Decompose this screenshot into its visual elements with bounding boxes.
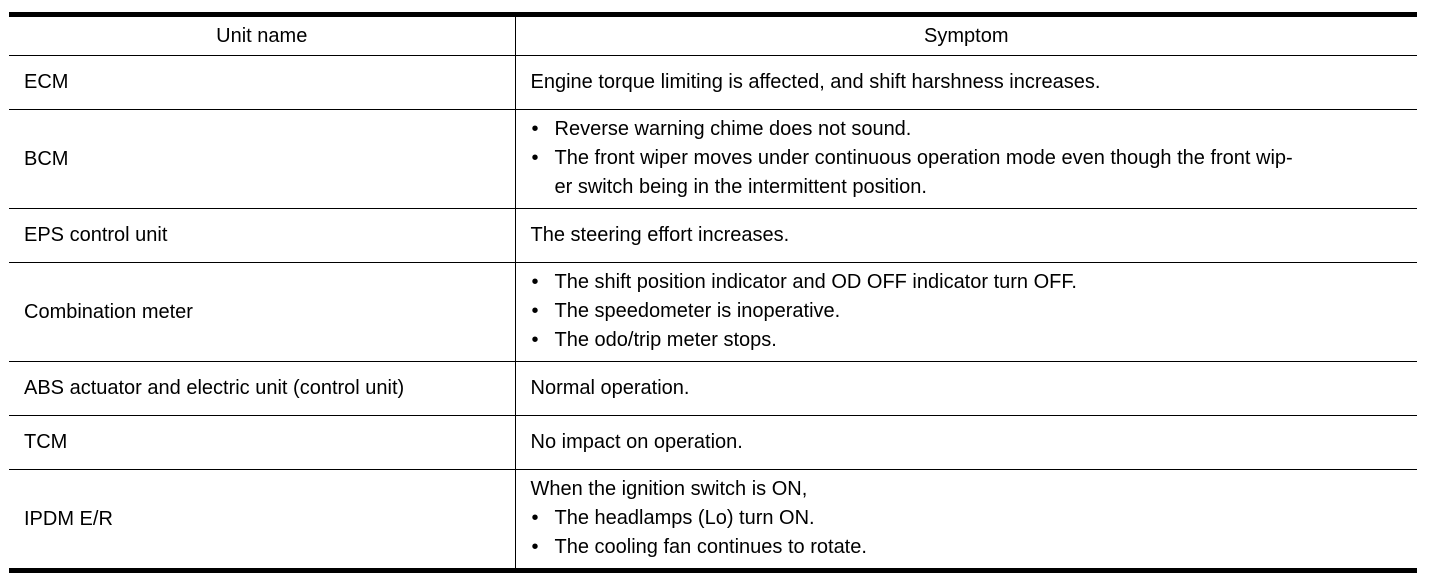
symptom-bullet: • The headlamps (Lo) turn ON. xyxy=(531,504,1410,533)
table-row-combination-meter xyxy=(9,263,1417,362)
symptom-cell xyxy=(515,470,1417,571)
symptom-bullet-list xyxy=(531,115,1410,202)
symptom-text: Engine torque limiting is affected, and shift harshness increases. xyxy=(530,70,1101,93)
table-row-ecm xyxy=(9,56,1417,110)
symptom-cell xyxy=(515,263,1417,362)
symptom-bullet: • The shift position indicator and OD OFF indicator turn OFF. xyxy=(531,268,1410,297)
symptom-text: The steering effort increases. xyxy=(530,223,790,246)
symptom-bullet-list xyxy=(531,268,1410,355)
header-row xyxy=(9,15,1417,56)
symptom-bullet: • The speedometer is inoperative. xyxy=(531,297,1410,326)
table-row-bcm xyxy=(9,110,1417,209)
unit-cell: TCM xyxy=(9,416,515,470)
symptom-bullet-text: • The front wiper moves under continuous operation mode even though the front wip- xyxy=(554,147,1293,169)
unit-symptom-table xyxy=(9,12,1417,573)
table-row-abs-actuator xyxy=(9,362,1417,416)
unit-cell: BCM xyxy=(9,110,515,209)
unit-cell: ABS actuator and electric unit (control unit) xyxy=(9,362,515,416)
symptom-cell xyxy=(515,416,1417,470)
unit-cell: EPS control unit xyxy=(9,209,515,263)
table-row-ipdm-er xyxy=(9,470,1417,571)
symptom-cell xyxy=(515,362,1417,416)
symptom-bullet-text-cont: er switch being in the intermittent position. xyxy=(554,176,927,198)
symptom-bullet: • The odo/trip meter stops. xyxy=(531,326,1410,355)
unit-name-header: Unit name xyxy=(9,15,515,56)
symptom-text: No impact on operation. xyxy=(530,430,743,453)
table-row-eps-control-unit xyxy=(9,209,1417,263)
symptom-text: When the ignition switch is ON, xyxy=(530,478,808,500)
symptom-cell xyxy=(515,56,1417,110)
symptom-cell xyxy=(515,209,1417,263)
symptom-bullet: • Reverse warning chime does not sound. xyxy=(531,115,1410,144)
symptom-bullet xyxy=(531,144,1410,202)
symptom-cell xyxy=(515,110,1417,209)
symptom-header: Symptom xyxy=(515,15,1417,56)
symptom-bullet-list xyxy=(531,504,1410,562)
unit-cell: ECM xyxy=(9,56,515,110)
unit-cell: Combination meter xyxy=(9,263,515,362)
symptom-bullet: • The cooling fan continues to rotate. xyxy=(531,533,1410,562)
unit-cell: IPDM E/R xyxy=(9,470,515,571)
symptom-text: Normal operation. xyxy=(530,376,690,399)
table-row-tcm xyxy=(9,416,1417,470)
